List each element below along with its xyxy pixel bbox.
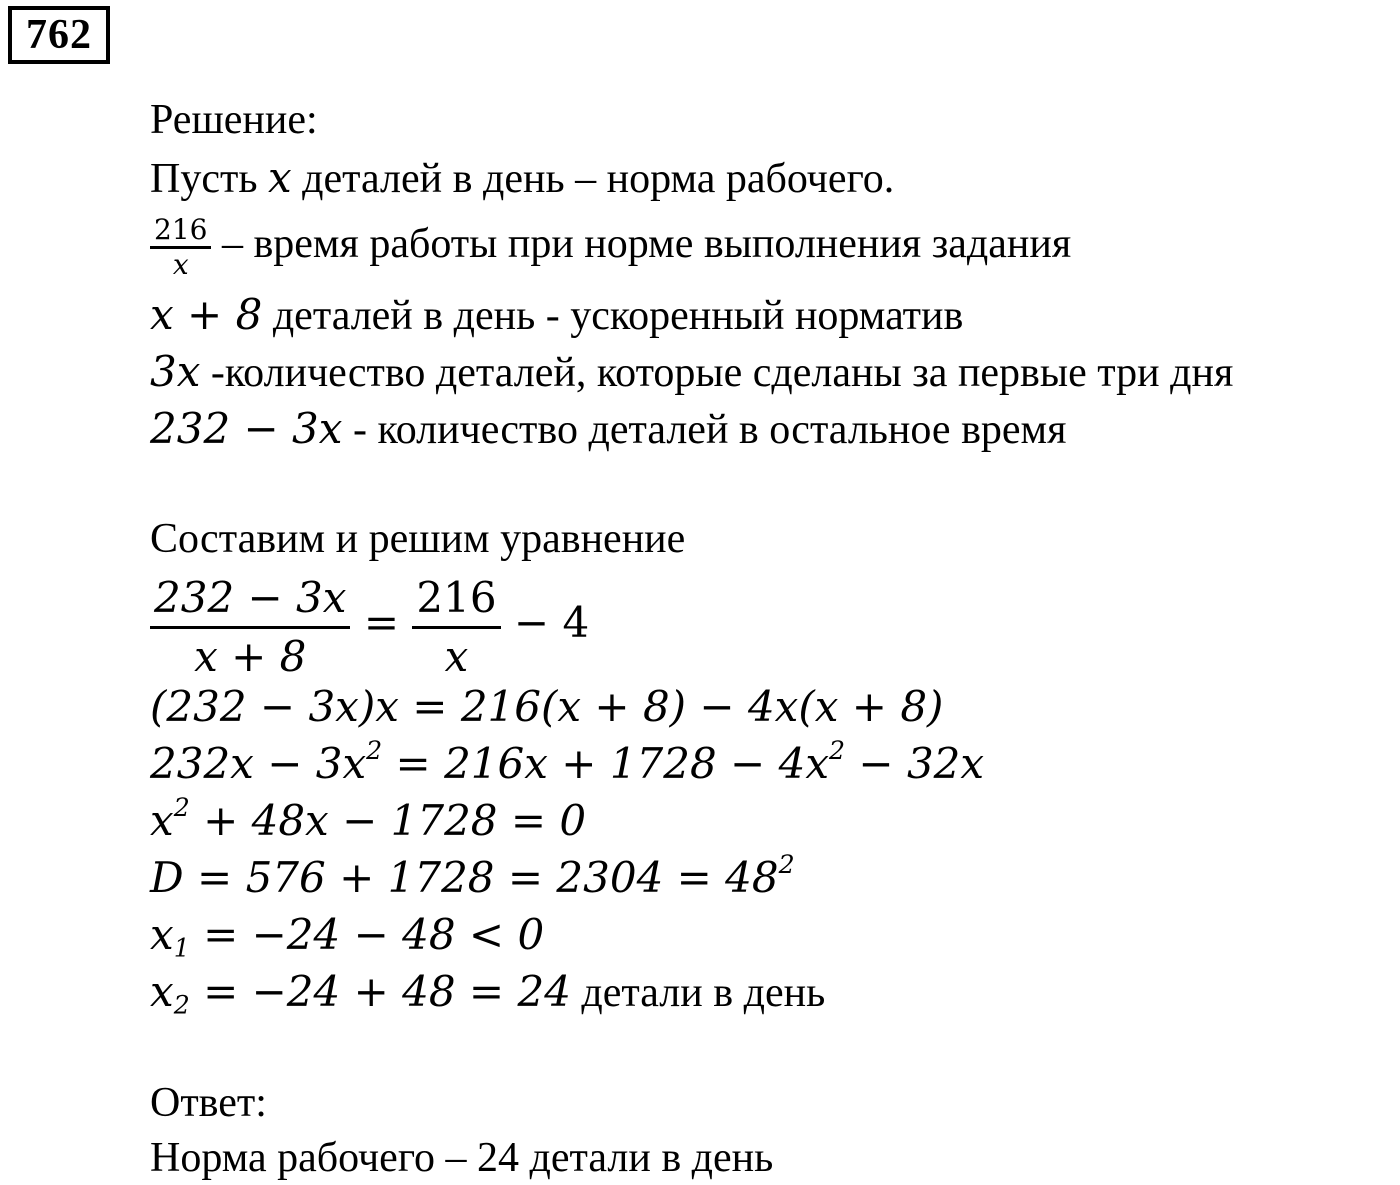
lhs-denominator: x + 8 [150, 626, 350, 685]
rhs-fraction [412, 570, 500, 685]
rhs-denominator: x [412, 626, 500, 685]
root-variable: x [150, 910, 174, 959]
root-variable: x [150, 967, 174, 1016]
answer-heading: Ответ: [150, 1080, 267, 1126]
step-part: = 216x + 1728 − 4x [382, 739, 830, 788]
rhs-tail: − 4 [500, 598, 590, 647]
step-part: + 48x − 1728 = 0 [189, 796, 587, 845]
intro-text: Пусть [150, 156, 268, 202]
variable: x [267, 153, 292, 202]
step-part: D = 576 + 1728 = 2304 = 48 [150, 853, 779, 902]
intro-line-4 [150, 349, 1233, 396]
step-part: = −24 − 48 < 0 [189, 910, 545, 959]
equation-heading: Составим и решим уравнение [150, 516, 686, 562]
solution-heading: Решение: [150, 97, 318, 143]
exponent: 2 [829, 736, 846, 766]
step-part: − 32x [845, 739, 985, 788]
intro-text: деталей в день – норма рабочего. [291, 156, 895, 202]
step-2 [150, 736, 985, 788]
exponent: 2 [366, 736, 383, 766]
answer-text: Норма рабочего – 24 детали в день [150, 1135, 774, 1181]
step-part: = −24 + 48 = 24 [189, 967, 571, 1016]
problem-number: 762 [8, 6, 110, 64]
fraction-numerator: 216 [154, 212, 208, 246]
math-expression: 3x [150, 347, 201, 396]
intro-text: деталей в день - ускоренный норматив [262, 293, 964, 339]
lhs-numerator: 232 − 3x [154, 572, 347, 622]
exponent: 2 [778, 850, 795, 880]
step-1: (232 − 3x)x = 216(x + 8) − 4x(x + 8) [150, 682, 944, 731]
step-discriminant [150, 850, 795, 902]
exponent: 2 [173, 793, 190, 823]
step-3 [150, 793, 587, 845]
intro-line-1 [150, 155, 894, 202]
step-part: x [150, 796, 174, 845]
intro-text: – время работы при норме выполнения задания [211, 221, 1072, 267]
main-equation [150, 565, 589, 685]
intro-text: - количество деталей в остальное время [342, 407, 1067, 453]
intro-text: -количество деталей, которые сделаны за первые три дня [200, 350, 1234, 396]
step-root-2 [150, 967, 826, 1020]
subscript: 1 [173, 933, 190, 963]
equals-sign: = [350, 598, 413, 647]
lhs-fraction [150, 570, 350, 685]
step-root-1 [150, 910, 545, 963]
intro-line-5 [150, 406, 1066, 453]
step-text: детали в день [570, 970, 826, 1016]
step-part: 232x − 3x [150, 739, 367, 788]
subscript: 2 [173, 990, 190, 1020]
math-expression: 232 − 3x [150, 404, 343, 453]
rhs-numerator: 216 [416, 572, 497, 622]
intro-line-3 [150, 292, 963, 339]
fraction-denominator: x [150, 246, 211, 281]
intro-line-2 [150, 205, 1071, 283]
fraction [150, 214, 211, 281]
math-expression: x + 8 [150, 290, 263, 339]
